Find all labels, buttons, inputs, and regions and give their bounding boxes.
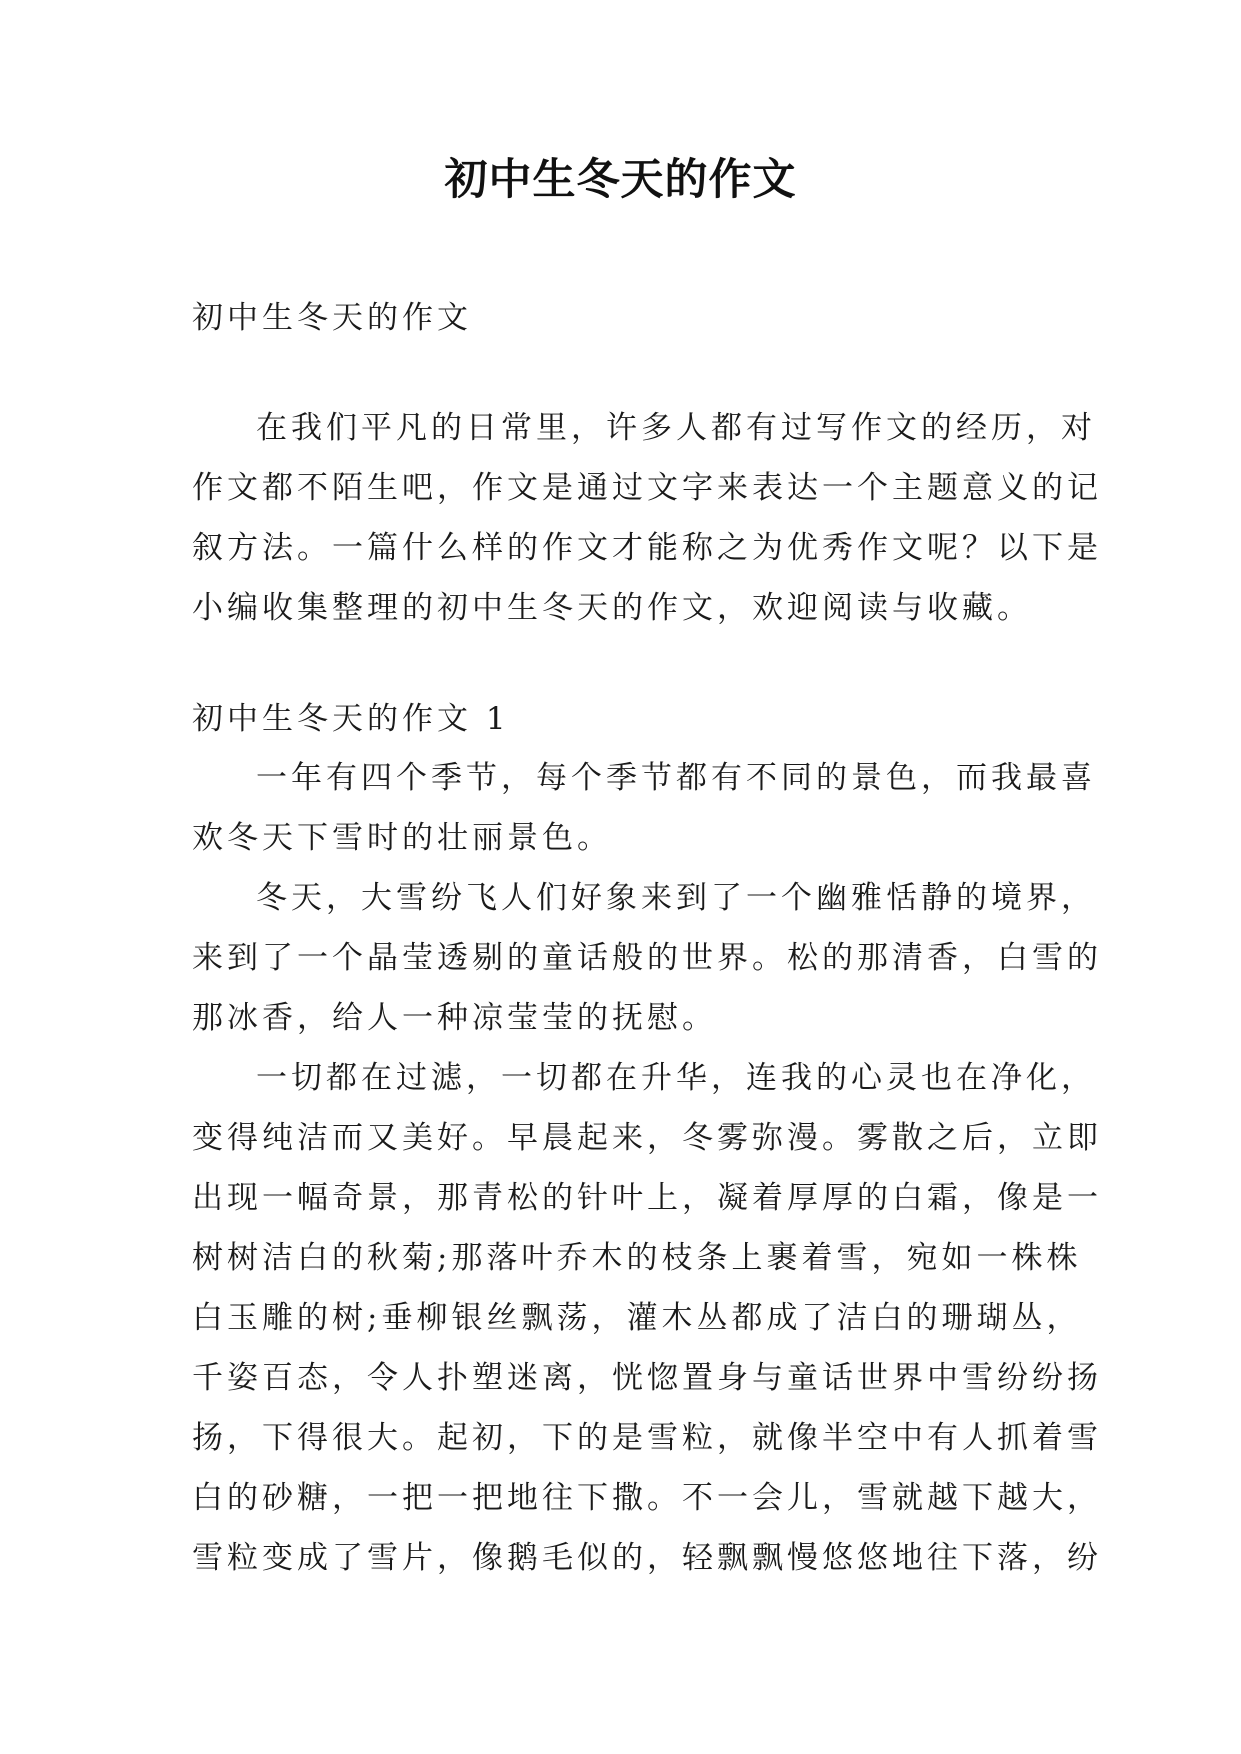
paragraph-line: 来到了一个晶莹透剔的童话般的世界。松的那清香，白雪的	[192, 940, 1102, 976]
paragraph-line: 雪粒变成了雪片，像鹅毛似的，轻飘飘慢悠悠地往下落，纷	[192, 1540, 1102, 1576]
paragraph-line: 那冰香，给人一种凉莹莹的抚慰。	[192, 1000, 717, 1036]
paragraph-line: 一年有四个季节，每个季节都有不同的景色，而我最喜	[256, 760, 1096, 796]
paragraph-line: 白的砂糖，一把一把地往下撒。不一会儿，雪就越下越大，	[192, 1480, 1102, 1516]
intro-line: 作文都不陌生吧，作文是通过文字来表达一个主题意义的记	[192, 470, 1102, 506]
intro-line: 小编收集整理的初中生冬天的作文，欢迎阅读与收藏。	[192, 590, 1032, 626]
paragraph-line: 扬，下得很大。起初，下的是雪粒，就像半空中有人抓着雪	[192, 1420, 1102, 1456]
paragraph-line: 白玉雕的树;垂柳银丝飘荡，灌木丛都成了洁白的珊瑚丛，	[192, 1300, 1082, 1336]
paragraph-line: 出现一幅奇景，那青松的针叶上，凝着厚厚的白霜，像是一	[192, 1180, 1102, 1216]
intro-line: 叙方法。一篇什么样的作文才能称之为优秀作文呢？以下是	[192, 530, 1102, 566]
paragraph-line: 冬天，大雪纷飞人们好象来到了一个幽雅恬静的境界，	[256, 880, 1096, 916]
paragraph-line: 树树洁白的秋菊;那落叶乔木的枝条上裹着雪，宛如一株株	[192, 1240, 1082, 1276]
paragraph-line: 一切都在过滤，一切都在升华，连我的心灵也在净化，	[256, 1060, 1096, 1096]
paragraph-line: 欢冬天下雪时的壮丽景色。	[192, 820, 612, 856]
section-heading: 初中生冬天的作文 1	[192, 701, 510, 737]
document-subtitle: 初中生冬天的作文	[192, 300, 472, 336]
intro-line: 在我们平凡的日常里，许多人都有过写作文的经历，对	[256, 410, 1096, 446]
document-title: 初中生冬天的作文	[444, 155, 797, 205]
paragraph-line: 变得纯洁而又美好。早晨起来，冬雾弥漫。雾散之后，立即	[192, 1120, 1102, 1156]
paragraph-line: 千姿百态，令人扑塑迷离，恍惚置身与童话世界中雪纷纷扬	[192, 1360, 1102, 1396]
